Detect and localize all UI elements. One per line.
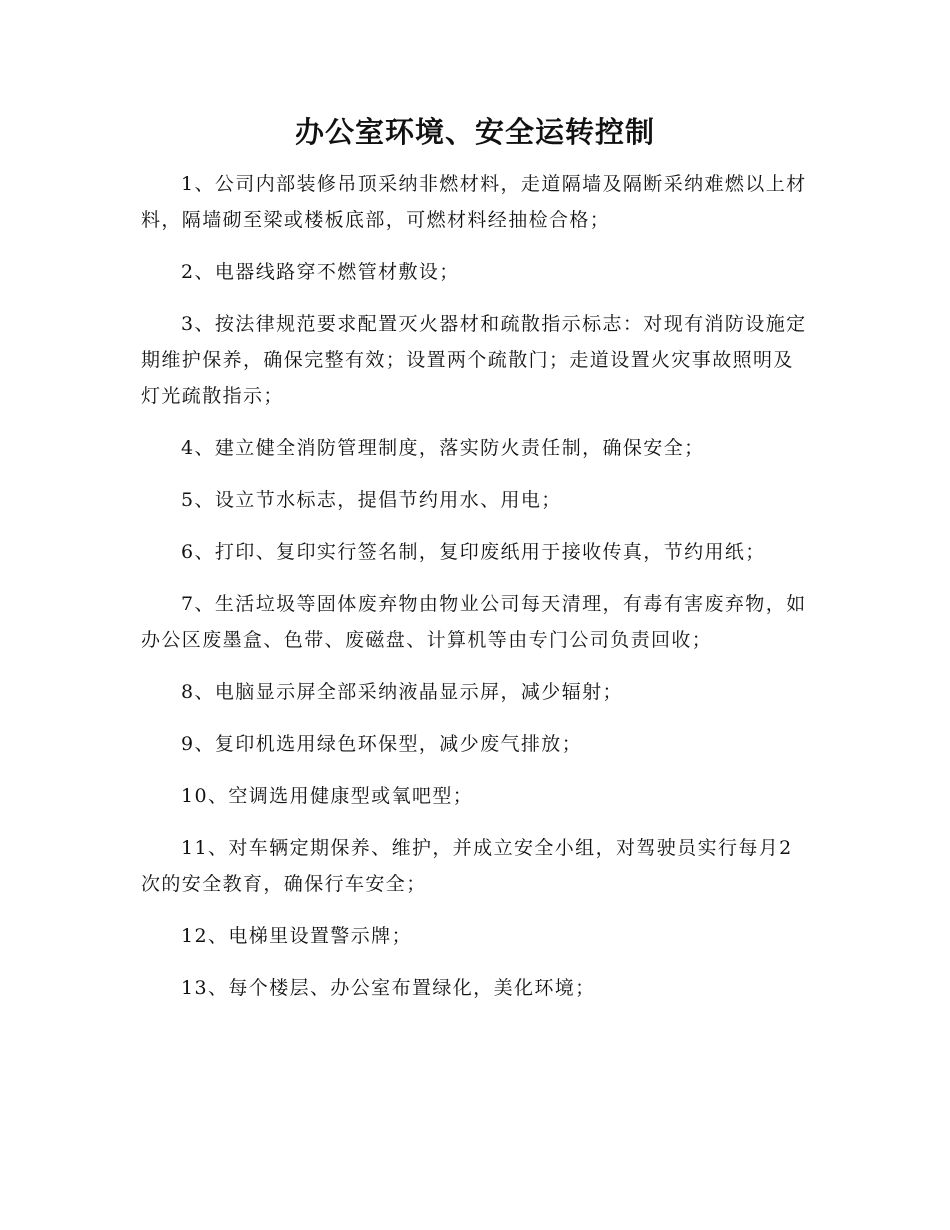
clause-item-1: 1、公司内部装修吊顶采纳非燃材料，走道隔墙及隔断采纳难燃以上材料，隔墙砌至梁或楼板底部，可燃材料经抽检合格；	[141, 173, 807, 231]
clause-item-7: 7、生活垃圾等固体废弃物由物业公司每天清理，有毒有害废弃物，如办公区废墨盒、色带、废磁盘、计算机等由专门公司负责回收；	[141, 593, 807, 651]
clause-item-4: 4、建立健全消防管理制度，落实防火责任制，确保安全；	[181, 437, 705, 459]
clause-item-5: 5、设立节水标志，提倡节约用水、用电；	[181, 489, 562, 511]
document-title: 办公室环境、安全运转控制	[294, 115, 655, 149]
clause-item-11: 11、对车辆定期保养、维护，并成立安全小组，对驾驶员实行每月2次的安全教育，确保行车安全；	[141, 837, 793, 895]
clause-item-6: 6、打印、复印实行签名制，复印废纸用于接收传真，节约用纸；	[181, 541, 766, 563]
clause-item-9: 9、复印机选用绿色环保型，减少废气排放；	[181, 733, 583, 755]
clause-item-12: 12、电梯里设置警示牌；	[181, 925, 412, 947]
document-body	[141, 166, 811, 1022]
clause-item-2: 2、电器线路穿不燃管材敷设；	[181, 261, 460, 283]
clause-item-8: 8、电脑显示屏全部采纳液晶显示屏，减少辐射；	[181, 681, 623, 703]
clause-item-3: 3、按法律规范要求配置灭火器材和疏散指示标志：对现有消防设施定期维护保养，确保完整有效；设置两个疏散门；走道设置火灾事故照明及灯光疏散指示；	[141, 313, 807, 407]
clause-item-13: 13、每个楼层、办公室布置绿化，美化环境；	[181, 977, 596, 999]
clause-item-10: 10、空调选用健康型或氧吧型；	[181, 785, 474, 807]
